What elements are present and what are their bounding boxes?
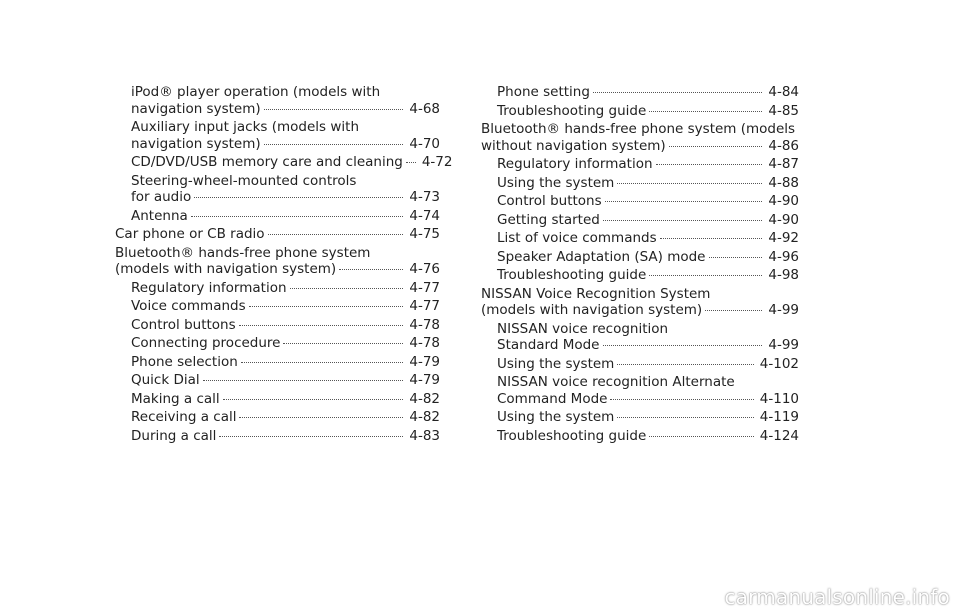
toc-entry[interactable] xyxy=(481,286,799,319)
dot-leader xyxy=(603,220,763,221)
page-number: 4-79 xyxy=(409,372,440,388)
toc-entry-last-line xyxy=(481,302,799,319)
dot-leader xyxy=(239,417,403,418)
dot-leader xyxy=(241,362,404,363)
toc-entry-title-line: List of voice commands xyxy=(497,230,657,246)
toc-entry-title-line: Phone setting xyxy=(497,84,590,100)
toc-entry[interactable] xyxy=(481,409,799,426)
dot-leader xyxy=(660,238,763,239)
toc-entry-last-line xyxy=(131,208,440,225)
toc-entry-title-line: Steering-wheel-mounted controls xyxy=(131,172,357,189)
page-number: 4-72 xyxy=(421,154,453,170)
toc-entry-last-line xyxy=(131,409,440,426)
toc-entry-title-line: Receiving a call xyxy=(131,409,237,425)
toc-entry-last-line xyxy=(131,136,440,153)
toc-entry-title-line: Speaker Adaptation (SA) mode xyxy=(497,248,706,265)
toc-entry-title-line: (models with navigation system) xyxy=(481,302,703,318)
dot-leader xyxy=(264,144,404,145)
page-number: 4-102 xyxy=(759,355,799,372)
dot-leader xyxy=(593,92,762,93)
dot-leader xyxy=(290,288,404,289)
toc-entry-last-line xyxy=(497,212,799,229)
dot-leader xyxy=(617,183,762,184)
toc-column-right xyxy=(481,84,799,446)
page-number: 4-88 xyxy=(768,174,799,191)
toc-entry-title-line: Bluetooth® hands-free phone system xyxy=(115,244,371,261)
dot-leader xyxy=(649,436,753,437)
toc-entry[interactable] xyxy=(481,175,799,192)
toc-entry-title-line: NISSAN voice recognition Alternate xyxy=(497,374,735,390)
page-number: 4-96 xyxy=(768,248,799,265)
toc-entry-title-line: Using the system xyxy=(497,355,615,372)
toc-entry-last-line xyxy=(497,409,799,426)
toc-entry-last-line xyxy=(497,249,799,266)
toc-entry-title-line: for audio xyxy=(131,189,192,205)
toc-entry-last-line xyxy=(497,103,799,120)
dot-leader xyxy=(603,345,763,346)
toc-entry-last-line xyxy=(497,175,799,192)
toc-entry-title-line: without navigation system) xyxy=(481,137,666,154)
dot-leader xyxy=(669,146,763,147)
toc-entry-title-line: NISSAN voice recognition xyxy=(497,320,669,337)
toc-column-left xyxy=(115,84,453,446)
page-number: 4-99 xyxy=(768,337,799,353)
toc-entry-last-line xyxy=(497,267,799,284)
toc-entry-last-line xyxy=(115,261,440,278)
toc-entry[interactable] xyxy=(481,267,799,284)
toc-entry[interactable] xyxy=(115,173,440,206)
toc-entry-title-line: Standard Mode xyxy=(497,337,600,353)
dot-leader xyxy=(283,343,403,344)
page-number: 4-73 xyxy=(409,189,440,205)
toc-entry-title-line: Using the system xyxy=(497,409,615,425)
page-number: 4-68 xyxy=(409,100,440,117)
dot-leader xyxy=(705,310,762,311)
toc-entry-last-line xyxy=(131,428,440,445)
toc-entry[interactable] xyxy=(115,245,440,278)
toc-entry[interactable] xyxy=(115,208,440,225)
dot-leader xyxy=(649,111,762,112)
toc-entry-last-line xyxy=(497,428,799,445)
page-number: 4-74 xyxy=(409,207,440,224)
toc-entry-title-line: Regulatory information xyxy=(497,156,653,172)
page-number: 4-99 xyxy=(768,302,799,318)
page-number: 4-119 xyxy=(759,409,799,425)
toc-entry[interactable] xyxy=(115,226,440,243)
toc-entry-title-line: Troubleshooting guide xyxy=(497,427,647,444)
page-number: 4-98 xyxy=(768,267,799,283)
dot-leader xyxy=(219,436,403,437)
toc-entry-title-line: Antenna xyxy=(131,207,188,224)
toc-entry-last-line xyxy=(131,280,440,297)
toc-entry[interactable] xyxy=(115,409,440,426)
watermark: carmanualsonline.info xyxy=(724,585,950,609)
page-number: 4-76 xyxy=(409,261,440,277)
toc-entry[interactable] xyxy=(481,321,799,354)
toc-entry[interactable] xyxy=(115,391,440,408)
toc-entry-title-line: Car phone or CB radio xyxy=(115,226,265,242)
toc-entry-title-line: Making a call xyxy=(131,390,220,407)
toc-entry[interactable] xyxy=(481,230,799,247)
toc-entry[interactable] xyxy=(481,121,799,154)
dot-leader xyxy=(223,399,404,400)
toc-entry[interactable] xyxy=(115,317,440,334)
toc-entry-last-line xyxy=(497,356,799,373)
page-number: 4-92 xyxy=(768,230,799,246)
toc-entry[interactable] xyxy=(115,119,440,152)
dot-leader xyxy=(649,275,762,276)
toc-entry-title-line: navigation system) xyxy=(131,100,261,117)
toc-entry-title-line: Getting started xyxy=(497,211,600,228)
toc-entry-last-line xyxy=(481,138,799,155)
page-number: 4-124 xyxy=(759,427,799,444)
toc-entry-title-line: Regulatory information xyxy=(131,279,287,296)
toc-entry[interactable] xyxy=(115,354,440,371)
toc-entry-last-line xyxy=(497,337,799,354)
toc-entry-last-line xyxy=(497,156,799,173)
page-number: 4-82 xyxy=(409,390,440,407)
toc-entry[interactable] xyxy=(115,298,440,315)
page-number: 4-84 xyxy=(768,84,799,100)
toc-entry[interactable] xyxy=(115,280,440,297)
toc-entry[interactable] xyxy=(115,428,440,445)
page-number: 4-85 xyxy=(768,102,799,119)
dot-leader xyxy=(203,380,404,381)
dot-leader xyxy=(617,364,753,365)
toc-entry[interactable] xyxy=(481,249,799,266)
toc-entry[interactable] xyxy=(481,103,799,120)
toc-entry-last-line xyxy=(131,354,440,371)
page-number: 4-75 xyxy=(409,226,440,242)
toc-entry-title-line: CD/DVD/USB memory care and cleaning xyxy=(131,154,403,170)
toc-entry-last-line xyxy=(131,372,440,389)
toc-entry[interactable] xyxy=(481,428,799,445)
dot-leader xyxy=(610,399,753,400)
toc-entry-title-line: During a call xyxy=(131,427,217,444)
toc-entry-title-line: Auxiliary input jacks (models with xyxy=(131,119,360,135)
toc-entry-title-line: Phone selection xyxy=(131,353,238,370)
toc-entry[interactable] xyxy=(481,356,799,373)
dot-leader xyxy=(617,417,753,418)
page-number: 4-82 xyxy=(409,409,440,425)
toc-entry-title-line: Using the system xyxy=(497,174,615,191)
dot-leader xyxy=(191,216,404,217)
toc-entry-last-line xyxy=(131,298,440,315)
toc-entry[interactable] xyxy=(481,193,799,210)
toc-entry-last-line xyxy=(131,335,440,352)
dot-leader xyxy=(656,164,763,165)
toc-entry[interactable] xyxy=(115,372,440,389)
page-number: 4-86 xyxy=(768,137,799,154)
page-number: 4-78 xyxy=(409,335,440,351)
dot-leader xyxy=(605,201,763,202)
toc-entry[interactable] xyxy=(115,154,453,171)
toc-entry-title-line: Command Mode xyxy=(497,390,608,407)
toc-entry-title-line: Quick Dial xyxy=(131,372,200,388)
toc-entry-last-line xyxy=(131,154,453,171)
toc-entry-last-line xyxy=(131,391,440,408)
toc-entry-title-line: Troubleshooting guide xyxy=(497,102,647,119)
toc-entry[interactable] xyxy=(481,156,799,173)
toc-entry-last-line xyxy=(497,84,799,101)
dot-leader xyxy=(406,162,416,163)
page-number: 4-78 xyxy=(409,316,440,333)
toc-entry-title-line: Control buttons xyxy=(131,316,236,333)
toc-entry-title-line: Voice commands xyxy=(131,298,246,314)
toc-entry[interactable] xyxy=(481,84,799,101)
dot-leader xyxy=(249,306,404,307)
page-number: 4-70 xyxy=(409,135,440,152)
toc-entry-title-line: Bluetooth® hands-free phone system (models xyxy=(481,121,796,137)
dot-leader xyxy=(239,325,404,326)
page-number: 4-90 xyxy=(768,211,799,228)
toc-entry-last-line xyxy=(497,391,799,408)
page-number: 4-87 xyxy=(768,156,799,172)
page-number: 4-77 xyxy=(409,298,440,314)
dot-leader xyxy=(268,234,404,235)
page-number: 4-110 xyxy=(759,390,799,407)
page-number: 4-77 xyxy=(409,279,440,296)
toc-entry-last-line xyxy=(131,189,440,206)
dot-leader xyxy=(339,269,403,270)
toc-entry-title-line: navigation system) xyxy=(131,135,261,152)
toc-entry-last-line xyxy=(131,101,440,118)
toc-entry-title-line: NISSAN Voice Recognition System xyxy=(481,285,711,302)
page-number: 4-90 xyxy=(768,193,799,209)
page-number: 4-79 xyxy=(409,353,440,370)
toc-entry[interactable] xyxy=(115,84,440,117)
dot-leader xyxy=(264,109,404,110)
toc-entry-last-line xyxy=(115,226,440,243)
dot-leader xyxy=(709,257,763,258)
toc-entry-title-line: Control buttons xyxy=(497,193,602,209)
toc-entry[interactable] xyxy=(115,335,440,352)
toc-entry-last-line xyxy=(497,230,799,247)
toc-entry[interactable] xyxy=(481,212,799,229)
dot-leader xyxy=(194,197,403,198)
page-number: 4-83 xyxy=(409,427,440,444)
toc-entry[interactable] xyxy=(481,374,799,407)
toc-entry-title-line: (models with navigation system) xyxy=(115,261,337,277)
toc-entry-last-line xyxy=(131,317,440,334)
toc-entry-title-line: Troubleshooting guide xyxy=(497,267,647,283)
toc-entry-title-line: iPod® player operation (models with xyxy=(131,84,381,100)
toc-entry-last-line xyxy=(497,193,799,210)
toc-entry-title-line: Connecting procedure xyxy=(131,335,281,351)
